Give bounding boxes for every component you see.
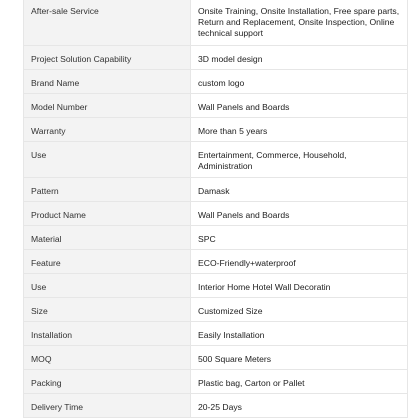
- spec-value: Wall Panels and Boards: [191, 94, 408, 118]
- spec-value: Damask: [191, 178, 408, 202]
- spec-value: custom logo: [191, 70, 408, 94]
- spec-value: More than 5 years: [191, 118, 408, 142]
- table-row: [24, 346, 408, 370]
- spec-value: Wall Panels and Boards: [191, 202, 408, 226]
- table-row: [24, 94, 408, 118]
- table-row: [24, 118, 408, 142]
- table-row: [24, 70, 408, 94]
- spec-label: MOQ: [24, 346, 191, 370]
- table-row: [24, 298, 408, 322]
- spec-value: Interior Home Hotel Wall Decoratin: [191, 274, 408, 298]
- table-row: [24, 274, 408, 298]
- spec-label: Delivery Time: [24, 394, 191, 418]
- spec-label: Pattern: [24, 178, 191, 202]
- spec-value: Easily Installation: [191, 322, 408, 346]
- spec-label: Use: [24, 142, 191, 178]
- table-row: [24, 142, 408, 178]
- spec-label: Use: [24, 274, 191, 298]
- spec-value: Plastic bag, Carton or Pallet: [191, 370, 408, 394]
- spec-value: Customized Size: [191, 298, 408, 322]
- spec-value: SPC: [191, 226, 408, 250]
- table-row: [24, 250, 408, 274]
- spec-label: After-sale Service: [24, 0, 191, 46]
- table-row: [24, 178, 408, 202]
- spec-label: Material: [24, 226, 191, 250]
- spec-value: Entertainment, Commerce, Household, Administration: [191, 142, 408, 178]
- spec-label: Project Solution Capability: [24, 46, 191, 70]
- spec-label: Product Name: [24, 202, 191, 226]
- spec-value: 20-25 Days: [191, 394, 408, 418]
- product-specs-table: [23, 0, 408, 418]
- spec-label: Brand Name: [24, 70, 191, 94]
- spec-label: Packing: [24, 370, 191, 394]
- spec-label: Size: [24, 298, 191, 322]
- table-row: [24, 0, 408, 46]
- spec-value: Onsite Training, Onsite Installation, Free spare parts, Return and Replacement, Onsite Inspection, Online technical support: [191, 0, 408, 46]
- table-row: [24, 202, 408, 226]
- spec-label: Model Number: [24, 94, 191, 118]
- spec-label: Feature: [24, 250, 191, 274]
- table-row: [24, 226, 408, 250]
- table-row: [24, 394, 408, 418]
- table-row: [24, 46, 408, 70]
- spec-label: Installation: [24, 322, 191, 346]
- spec-label: Warranty: [24, 118, 191, 142]
- table-row: [24, 370, 408, 394]
- spec-value: ECO-Friendly+waterproof: [191, 250, 408, 274]
- spec-value: 500 Square Meters: [191, 346, 408, 370]
- spec-value: 3D model design: [191, 46, 408, 70]
- table-row: [24, 322, 408, 346]
